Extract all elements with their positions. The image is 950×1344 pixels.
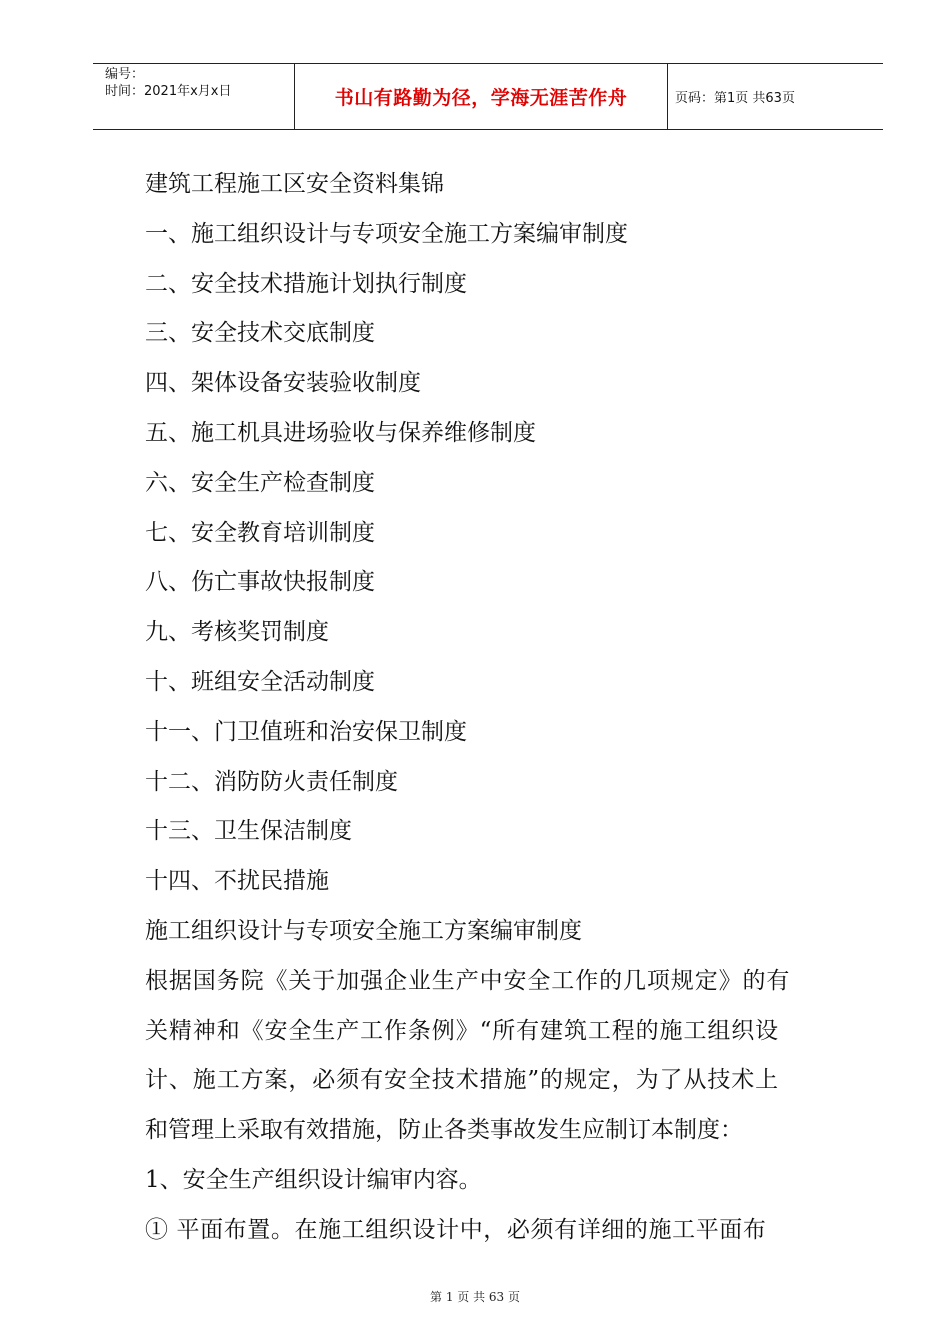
numbered-item: 1、安全生产组织设计编审内容。 [145,1166,482,1193]
header-meta [105,66,231,100]
toc-item: 七、安全教育培训制度 [145,519,375,546]
toc-item: 一、施工组织设计与专项安全施工方案编审制度 [145,220,628,247]
document-title: 建筑工程施工区安全资料集锦 [145,171,444,197]
toc-item: 二、安全技术措施计划执行制度 [145,270,467,297]
code-label: 编号： [105,67,145,82]
toc-item: 十二、消防防火责任制度 [145,768,398,795]
toc-item: 十三、卫生保洁制度 [145,818,352,845]
paragraph-line: 计、施工方案，必须有安全技术措施”的规定，为了从技术上 [145,1067,780,1094]
toc-item: 十、班组安全活动制度 [145,668,375,695]
section-heading: 施工组织设计与专项安全施工方案编审制度 [145,917,582,944]
time-label: 时间：2021年x月x日 [105,84,232,99]
toc-item: 四、架体设备安装验收制度 [145,370,421,397]
toc-item: 三、安全技术交底制度 [145,320,375,347]
toc-item: 八、伤亡事故快报制度 [145,569,375,596]
document-header [93,63,883,130]
toc-item: 九、考核奖罚制度 [145,619,329,646]
header-motto: 书山有路勤为径，学海无涯苦作舟 [334,87,628,109]
paragraph-line: 关精神和《安全生产工作条例》“所有建筑工程的施工组织设 [145,1017,780,1044]
numbered-item: ① 平面布置。在施工组织设计中，必须有详细的施工平面布 [145,1216,767,1243]
toc-item: 五、施工机具进场验收与保养维修制度 [145,419,536,446]
paragraph-line: 和管理上采取有效措施，防止各类事故发生应制订本制度： [145,1117,743,1144]
toc-item: 十四、不扰民措施 [145,868,329,895]
toc-item: 六、安全生产检查制度 [145,469,375,496]
toc-item: 十一、门卫值班和治安保卫制度 [145,718,467,745]
header-divider [667,64,668,129]
paragraph-line: 根据国务院《关于加强企业生产中安全工作的几项规定》的有 [145,967,791,994]
document-body [145,160,845,1256]
page-footer: 第 1 页 共 63 页 [430,1290,520,1304]
header-page-info: 页码：第1页 共63页 [675,91,795,106]
